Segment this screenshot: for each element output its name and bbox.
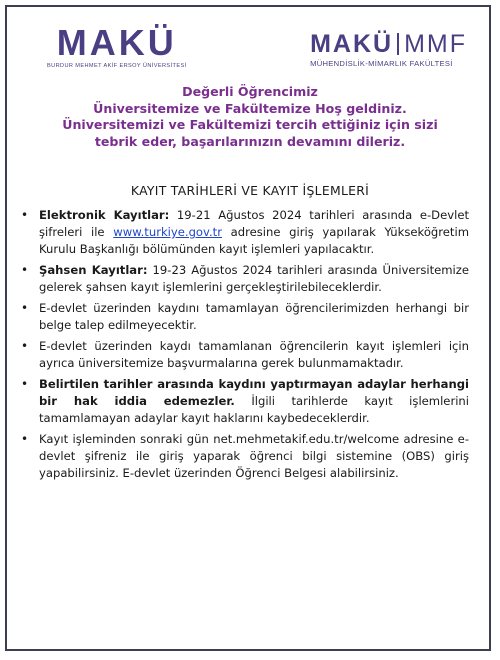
item-text: E-devlet üzerinden kaydı tamamlanan öğrencilerin kayıt işlemleri için ayrıca üniversitemize başvurmalarına gerek bulunmamaktadır. [39,339,469,370]
logo-divider [397,33,399,55]
list-item-deadline-warning [19,376,469,427]
document-frame [5,5,491,651]
greeting-line-1: Değerli Öğrencimiz [182,84,318,99]
bullet-icon: • [21,208,29,222]
list-item-no-application [19,338,469,372]
item-text: Kayıt işleminden sonraki gün net.mehmetakif.edu.tr/welcome adresine e-devlet şifreniz ile giriş yaparak öğrenci bilgi sistemine (OBS) giriş yapabilirsiniz. E-devlet üzerinden Öğrenci Belgesi alabilirsiniz. [39,432,469,480]
item-text: E-devlet üzerinden kaydını tamamlayan öğrencilerimizden herhangi bir belge talep edilmeyecektir. [39,301,469,332]
item-text: 19-23 Ağustos 2024 tarihleri arasında Üniversitemize gelerek şahsen kayıt işlemlerini gerçekleştirilebileceklerdir. [39,263,469,294]
bullet-icon: • [21,377,29,391]
item-bold-text: Elektronik Kayıtlar: [39,208,170,222]
bullet-icon: • [21,339,29,353]
faculty-logo [310,31,467,68]
bullet-icon: • [21,301,29,315]
faculty-logo-main: MAKÜ [310,30,394,58]
item-text: adresine giriş yapılarak Yükseköğretim Kurulu Başkanlığı bölümünden kayıt işlemleri yapılacaktır. [39,225,469,256]
list-item-in-person-registration [19,262,469,296]
bullet-icon: • [21,432,29,446]
list-item-obs-login [19,431,469,482]
university-logo-text: MAKÜ [56,22,177,63]
faculty-logo-part: MMF [404,30,467,58]
item-bold-text: Belirtilen tarihler arasında kaydını yaptırmayan adaylar herhangi bir hak iddia edemezler. [39,377,469,408]
list-item-electronic-registration [19,207,469,258]
university-name: BURDUR MEHMET AKİF ERSOY ÜNİVERSİTESİ [47,63,187,69]
university-logo [47,22,187,69]
list-item-no-document [19,300,469,334]
section-title: KAYIT TARİHLERİ VE KAYIT İŞLEMLERİ [130,183,370,198]
faculty-name: MÜHENDİSLİK-MİMARLIK FAKÜLTESİ [310,59,453,68]
item-text: İlgili tarihlerde kayıt işlemlerini tamamlamayan adaylar kayıt haklarını kaybedeceklerdir. [39,394,469,425]
turkiye-gov-link[interactable]: www.turkiye.gov.tr [113,225,222,239]
greeting-line-4: tebrik eder, başarılarınızın devamını dileriz. [94,133,406,149]
greeting-block [27,84,473,150]
greeting-line-2: Üniversitemize ve Fakültemize Hoş geldiniz. [93,100,407,116]
header [7,7,493,85]
item-text: 19-21 Ağustos 2024 tarihleri arasında e-Devlet şifreleri ile [39,208,470,239]
item-bold-text: Şahsen Kayıtlar: [39,263,148,277]
registration-info-list [19,207,469,486]
greeting-line-3: Üniversitemizi ve Fakültemizi tercih ettiğiniz için sizi [62,117,438,132]
bullet-icon: • [21,263,29,277]
